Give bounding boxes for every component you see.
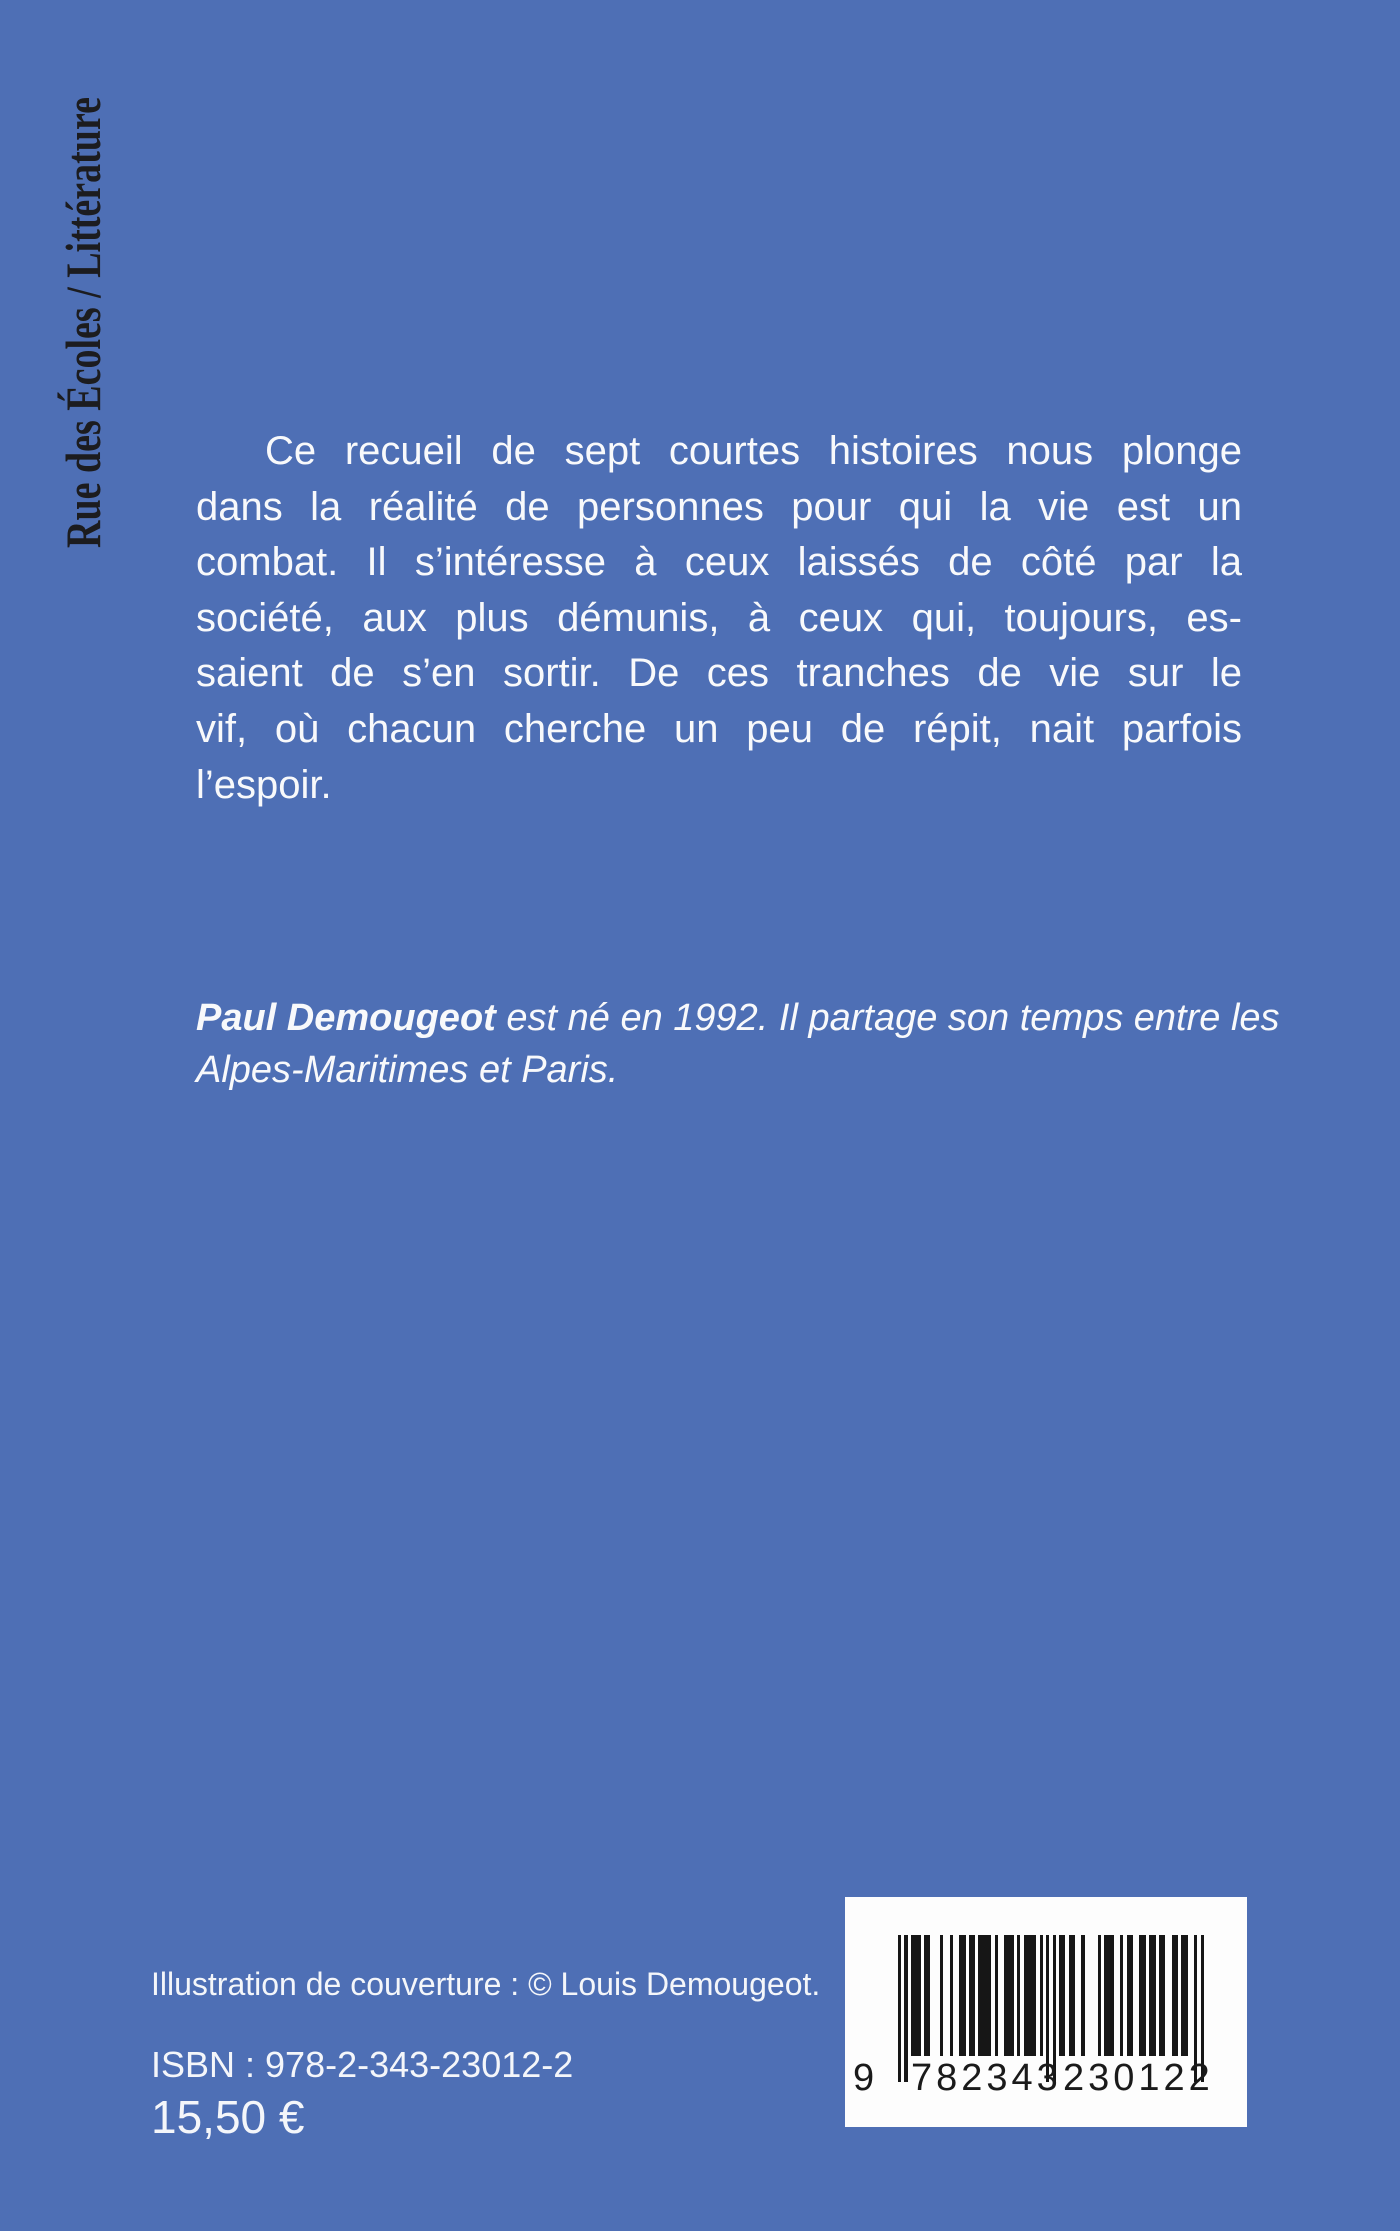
blurb-line: vif, où chacun cherche un peu de répit, nait parfois — [196, 706, 1242, 751]
author-bio-line2: Alpes-Maritimes et Paris. — [196, 1049, 619, 1091]
blurb — [196, 424, 1242, 813]
author-name: Paul Demougeot — [196, 997, 496, 1039]
author-bio-line1 — [196, 992, 1316, 1044]
price-text: 15,50 € — [151, 2091, 305, 2143]
blurb-line: l’espoir. — [196, 762, 332, 807]
author-bio-line1-rest: est né en 1992. Il partage son temps entre les — [495, 997, 1280, 1039]
collection-spine-label: Rue des Écoles / Littérature — [55, 96, 111, 548]
isbn-text: ISBN : 978-2-343-23012-2 — [151, 2044, 574, 2085]
blurb-line: société, aux plus démunis, à ceux qui, toujours, es- — [196, 595, 1242, 640]
blurb-line: combat. Il s’intéresse à ceux laissés de côté par la — [196, 540, 1242, 585]
blurb-line: dans la réalité de personnes pour qui la vie est un — [196, 484, 1242, 529]
author-bio — [196, 992, 1316, 1096]
barcode — [845, 1897, 1247, 2127]
blurb-line: saient de s’en sortir. De ces tranches de vie sur le — [196, 651, 1242, 696]
barcode-digits — [845, 2057, 1247, 2101]
barcode-digit-first: 9 — [853, 2057, 875, 2099]
blurb-line: Ce recueil de sept courtes histoires nous plonge — [265, 429, 1242, 473]
cover-illustration-credit: Illustration de couverture : © Louis Demougeot. — [151, 1966, 821, 2002]
barcode-digit-group2: 230122 — [1063, 2057, 1214, 2099]
barcode-digit-group1: 782343 — [911, 2057, 1062, 2099]
